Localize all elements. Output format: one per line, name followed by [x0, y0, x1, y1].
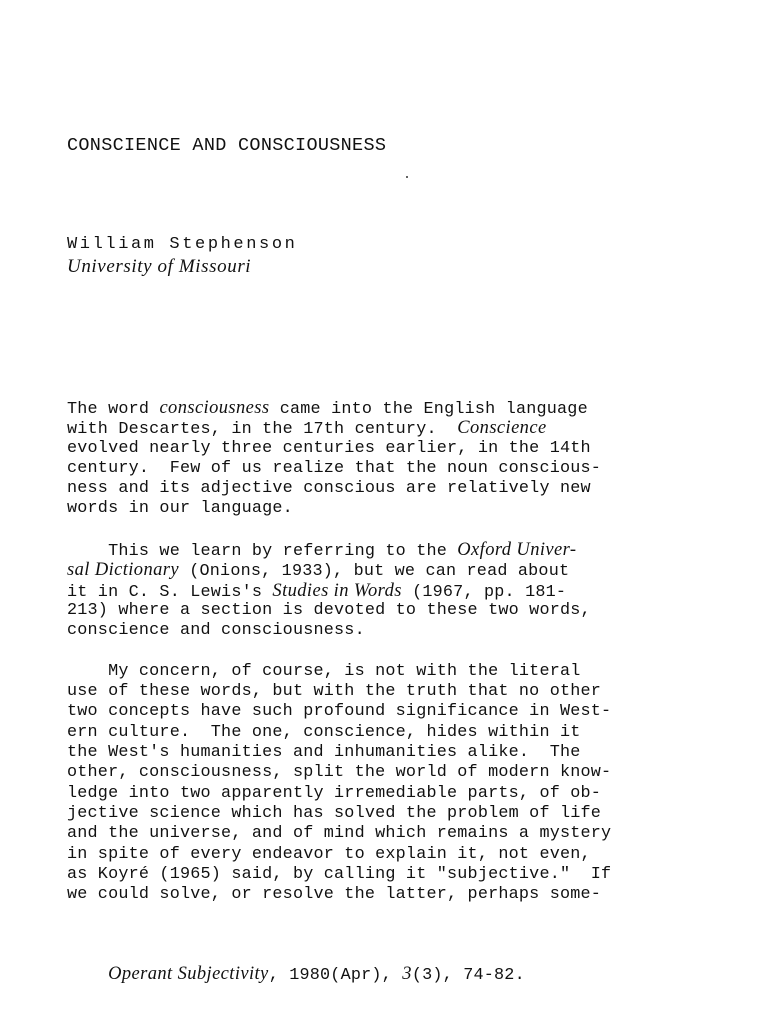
text-line	[67, 784, 727, 804]
article-title: CONSCIENCE AND CONSCIOUSNESS	[67, 135, 387, 156]
text-line	[67, 560, 727, 580]
text-segment: The word	[67, 400, 160, 419]
italic-phrase: sal Dictionary	[67, 560, 179, 581]
text-segment: as Koyré (1965) said, by calling it "subjective." If	[67, 864, 612, 884]
text-segment: This we learn by referring to the	[67, 542, 458, 562]
text-line	[67, 824, 727, 844]
author-name: William Stephenson	[67, 235, 298, 254]
text-segment: evolved nearly three centuries earlier, in the 14th	[67, 438, 591, 458]
text-line	[67, 601, 727, 621]
text-line	[67, 662, 727, 682]
text-segment: came into the English language	[269, 400, 588, 419]
text-line	[67, 702, 727, 722]
text-line	[67, 682, 727, 702]
text-line	[67, 845, 727, 865]
text-segment: jective science which has solved the problem of life	[67, 803, 602, 823]
text-line	[67, 540, 727, 560]
italic-phrase: Studies in Words	[272, 580, 402, 601]
text-line	[67, 743, 727, 763]
text-line	[67, 804, 727, 824]
text-line	[67, 763, 727, 783]
journal-name: Operant Subjectivity	[108, 964, 269, 984]
text-segment: century. Few of us realize that the noun conscious-	[67, 458, 602, 478]
text-segment: it in C. S. Lewis's	[67, 582, 273, 602]
text-segment: ledge into two apparently irremediable parts, of ob-	[67, 783, 602, 803]
paragraph	[67, 662, 727, 906]
text-segment: ness and its adjective conscious are relatively new	[67, 479, 591, 499]
text-line	[67, 621, 727, 641]
text-segment: and the universe, and of mind which remains a mystery	[67, 824, 612, 844]
text-line	[67, 439, 727, 459]
text-line	[67, 459, 727, 479]
text-line	[67, 418, 727, 438]
text-line	[67, 479, 727, 499]
text-line	[67, 499, 727, 519]
text-segment: conscience and consciousness.	[67, 621, 365, 641]
citation-issue-pages: (3), 74-82.	[411, 966, 525, 985]
text-segment: we could solve, or resolve the latter, perhaps some-	[67, 885, 602, 905]
italic-phrase: Oxford Univer-	[457, 540, 577, 561]
text-segment: My concern, of course, is not with the literal	[67, 661, 581, 681]
paragraph	[67, 398, 727, 520]
journal-citation	[67, 945, 525, 1004]
italic-phrase: Conscience	[457, 418, 547, 439]
text-segment: use of these words, but with the truth that no other	[67, 682, 602, 702]
text-line	[67, 398, 727, 418]
text-segment: (Onions, 1933), but we can read about	[178, 562, 570, 582]
text-line	[67, 723, 727, 743]
article-body	[67, 398, 727, 926]
text-line	[67, 885, 727, 905]
text-segment: 213) where a section is devoted to these two words,	[67, 600, 591, 620]
text-segment: words in our language.	[67, 499, 293, 519]
text-segment: (1967, pp. 181-	[401, 582, 567, 602]
text-segment: ern culture. The one, conscience, hides within it	[67, 722, 581, 742]
scan-speck	[406, 176, 408, 178]
text-segment: with Descartes, in the 17th century.	[67, 420, 458, 440]
text-line	[67, 581, 727, 601]
paragraph	[67, 540, 727, 641]
text-line	[67, 865, 727, 885]
italic-phrase: consciousness	[159, 398, 270, 418]
text-segment: other, consciousness, split the world of modern know-	[67, 763, 612, 783]
citation-date: , 1980(Apr),	[268, 966, 403, 985]
text-segment: in spite of every endeavor to explain it, not even,	[67, 844, 591, 864]
citation-volume: 3	[402, 964, 412, 984]
text-segment: two concepts have such profound significance in West-	[67, 702, 612, 722]
author-affiliation: University of Missouri	[67, 256, 252, 277]
text-segment: the West's humanities and inhumanities alike. The	[67, 743, 581, 763]
